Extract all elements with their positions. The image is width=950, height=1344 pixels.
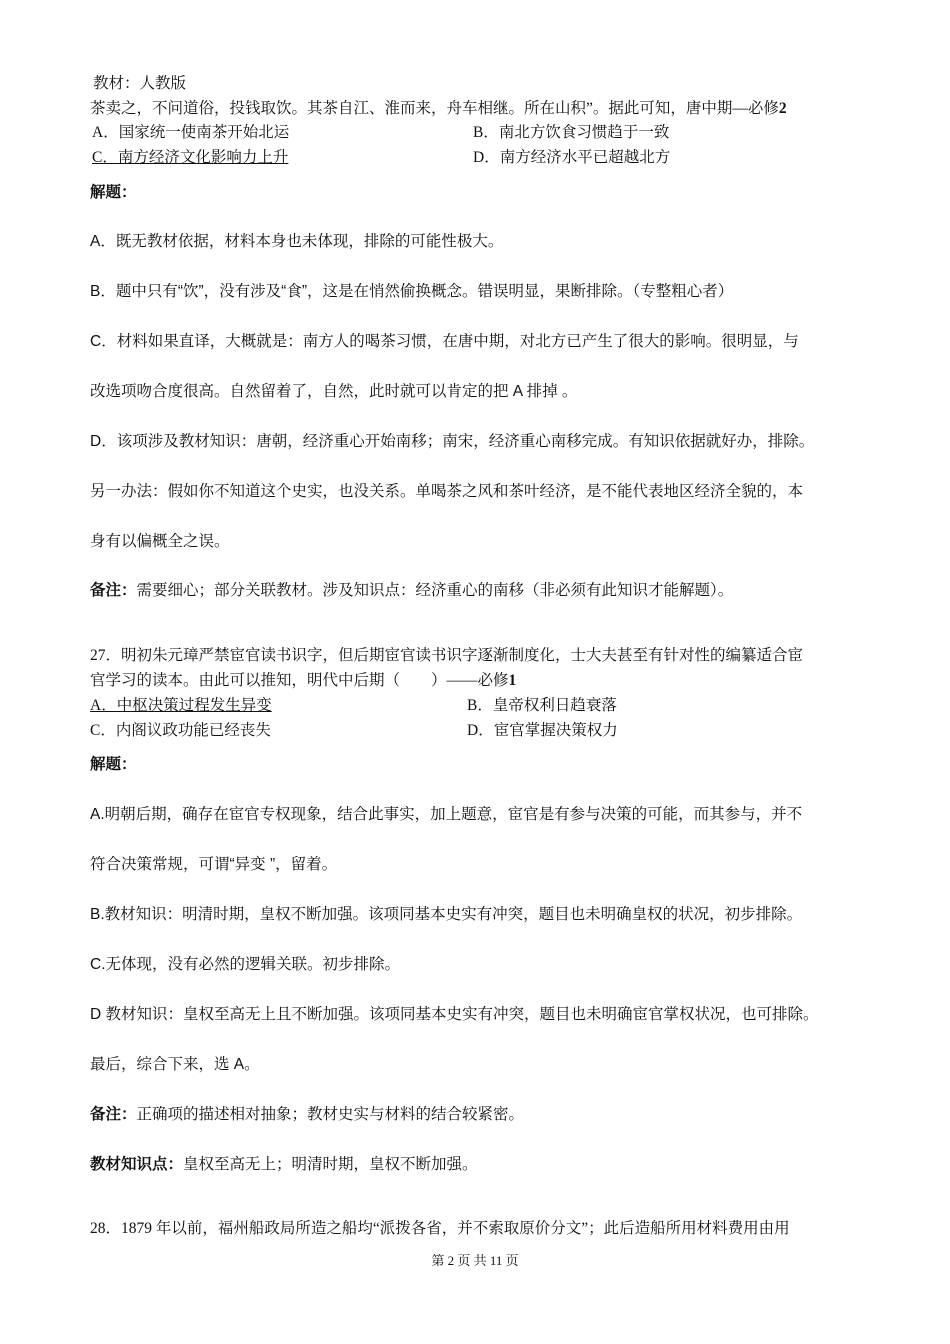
q27-knowledge-text: 皇权至高无上；明清时期，皇权不断加强。	[183, 1156, 478, 1173]
q27-analysis-line: D 教材知识：皇权至高无上且不断加强。该项同基本史实有冲突，题目也未明确宦官掌权状况，也可排除。	[90, 1006, 819, 1023]
q26-note	[90, 578, 733, 600]
q27-note-text: 正确项的描述相对抽象；教材史实与材料的结合较紧密。	[136, 1106, 525, 1123]
q26-option-a: A．国家统一使南茶开始北运	[92, 124, 290, 141]
q26-option-c: C．南方经济文化影响力上升	[92, 149, 289, 166]
q26-option-b: B．南北方饮食习惯趋于一致	[473, 124, 670, 141]
page-number: 第 2 页 共 11 页	[431, 1253, 519, 1268]
q26-note-text: 需要细心；部分关联教材。涉及知识点：经济重心的南移（非必须有此知识才能解题）。	[136, 582, 734, 599]
q27-option-b: B．皇帝权利日趋衰落	[467, 697, 617, 714]
q26-analysis-line: 改选项吻合度很高。自然留着了，自然，此时就可以肯定的把 A 排掉 。	[90, 383, 578, 400]
q27-option-a: A．中枢决策过程发生异变	[90, 697, 272, 714]
q27-analysis-line: 符合决策常规，可谓“异变 ”，留着。	[90, 856, 338, 873]
q26-analysis-line: B．题中只有“饮”，没有涉及“食”，这是在悄然偷换概念。错误明显，果断排除。（专整粗心者）	[90, 283, 734, 300]
q27-stem-line	[90, 668, 516, 690]
q27-analysis-line: B.教材知识：明清时期，皇权不断加强。该项同基本史实有冲突，题目也未明确皇权的状况，初步排除。	[90, 906, 803, 923]
q27-module: 1	[508, 672, 517, 689]
q27-note-label: 备注：	[90, 1106, 137, 1123]
q26-analysis-line: A．既无教材依据，材料本身也未体现，排除的可能性极大。	[90, 233, 504, 250]
q27-note	[90, 1102, 524, 1124]
q27-knowledge	[90, 1152, 478, 1174]
q27-option-d: D．宦官掌握决策权力	[467, 722, 618, 739]
q26-stem-tail-text: 茶卖之，不问道俗，投钱取饮。其茶自江、淮而来，舟车相继。所在山积”。据此可知，唐中期—必修	[90, 100, 779, 117]
q28-stem-line: 28．1879 年以前，福州船政局所造之船均“派拨各省，并不索取原价分文”；此后造船所用材料费用由用	[90, 1220, 790, 1237]
q26-option-d: D．南方经济水平已超越北方	[473, 149, 671, 166]
q26-note-label: 备注：	[90, 582, 137, 599]
q27-solution-heading: 解题：	[90, 756, 137, 773]
q26-analysis-line: D．该项涉及教材知识：唐朝，经济重心开始南移；南宋，经济重心南移完成。有知识依据就好办，排除。	[90, 433, 815, 450]
q27-knowledge-label: 教材知识点：	[90, 1156, 184, 1173]
q26-analysis-line: 另一办法：假如你不知道这个史实，也没关系。单喝茶之风和茶叶经济，是不能代表地区经济全貌的，本	[90, 483, 804, 500]
q26-stem-tail	[90, 96, 787, 118]
q27-option-c: C．内阁议政功能已经丧失	[90, 722, 271, 739]
q26-analysis-line: C．材料如果直译，大概就是：南方人的喝茶习惯，在唐中期，对北方已产生了很大的影响。很明显，与	[90, 333, 799, 350]
textbook-label: 教材：人教版	[93, 75, 187, 92]
q26-solution-heading: 解题：	[90, 184, 137, 201]
q27-stem-text: 官学习的读本。由此可以推知，明代中后期（ ）——必修	[90, 672, 509, 689]
q27-analysis-line: 最后，综合下来，选 A。	[90, 1056, 260, 1073]
q26-module: 2	[778, 100, 787, 117]
q26-analysis-line: 身有以偏概全之误。	[90, 533, 230, 550]
q27-analysis-line: A.明朝后期，确存在宦官专权现象，结合此事实，加上题意，宦官是有参与决策的可能，而其参与，并不	[90, 806, 803, 823]
q27-analysis-line: C.无体现，没有必然的逻辑关联。初步排除。	[90, 956, 401, 973]
q27-stem-line: 27．明初朱元璋严禁宦官读书识字，但后期宦官读书识字逐渐制度化，士大夫甚至有针对性的编纂适合宦	[90, 647, 804, 664]
